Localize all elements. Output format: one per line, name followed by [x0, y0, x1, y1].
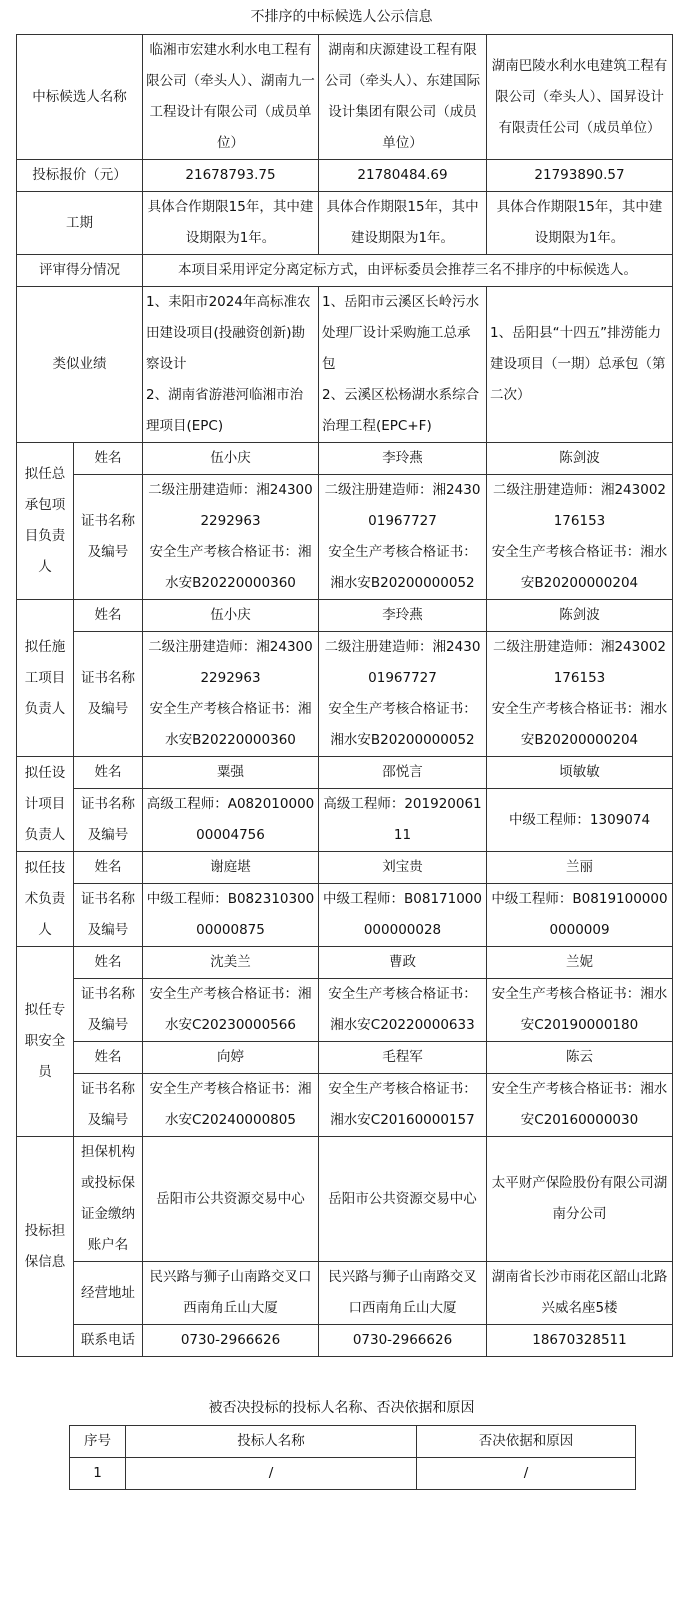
candidate-1-guarantee: 岳阳市公共资源交易中心: [143, 1137, 319, 1262]
candidate-3-guarantee: 太平财产保险股份有限公司湖南分公司: [487, 1137, 673, 1262]
row-dm-name: [17, 757, 673, 789]
candidate-1-performance: 1、耒阳市2024年高标准农田建设项目(投融资创新)勘察设计 2、湖南省游港河临湘市治理项目(EPC): [143, 287, 319, 443]
candidate-2-gm-name: 李玲燕: [319, 443, 487, 475]
candidate-3-phone: 18670328511: [487, 1325, 673, 1357]
candidate-1-safety2-name: 向婷: [143, 1042, 319, 1074]
label-name: 姓名: [74, 1042, 143, 1074]
row-tech-name: [17, 852, 673, 884]
label-cert: 证书名称及编号: [74, 979, 143, 1042]
candidate-2-cm-name: 李玲燕: [319, 600, 487, 632]
candidate-3-gm-cert: 二级注册建造师：湘243002176153 安全生产考核合格证书：湘水安B20200000204: [487, 475, 673, 600]
candidate-3-period: 具体合作期限15年，其中建设期限为1年。: [487, 192, 673, 255]
candidate-1-phone: 0730-2966626: [143, 1325, 319, 1357]
candidate-2-gm-cert: 二级注册建造师：湘243001967727 安全生产考核合格证书：湘水安B20200000052: [319, 475, 487, 600]
doc-title: 不排序的中标候选人公示信息: [250, 9, 433, 25]
candidate-1-tech-cert: 中级工程师：B08231030000000875: [143, 884, 319, 947]
label-phone: 联系电话: [74, 1325, 143, 1357]
candidate-2-tech-cert: 中级工程师：B08171000000000028: [319, 884, 487, 947]
candidate-3-safety1-cert: 安全生产考核合格证书：湘水安C20190000180: [487, 979, 673, 1042]
label-pm-general: 拟任总承包项目负责人: [17, 443, 74, 600]
row-safety1-cert: [17, 979, 673, 1042]
candidate-3-tech-name: 兰丽: [487, 852, 673, 884]
rejected-header-row: [70, 1426, 636, 1458]
row-safety1-name: [17, 947, 673, 979]
candidate-2-price: 21780484.69: [319, 160, 487, 192]
candidate-2-safety2-cert: 安全生产考核合格证书：湘水安C20160000157: [319, 1074, 487, 1137]
label-guarantee-org: 担保机构或投标保证金缴纳账户名: [74, 1137, 143, 1262]
candidate-3-performance: 1、岳阳县“十四五”排涝能力建设项目（一期）总承包（第二次）: [487, 287, 673, 443]
row-cm-cert: [17, 632, 673, 757]
row-bid-price: [17, 160, 673, 192]
candidate-1-name: 临湘市宏建水利水电工程有限公司（牵头人）、湖南九一工程设计有限公司（成员单位）: [143, 35, 319, 160]
header-bidder-name: 投标人名称: [126, 1426, 417, 1458]
candidate-3-safety1-name: 兰妮: [487, 947, 673, 979]
row-gm-name: [17, 443, 673, 475]
label-name: 姓名: [74, 757, 143, 789]
candidate-3-tech-cert: 中级工程师：B08191000000000009: [487, 884, 673, 947]
candidate-1-price: 21678793.75: [143, 160, 319, 192]
label-cert: 证书名称及编号: [74, 789, 143, 852]
candidate-3-cm-cert: 二级注册建造师：湘243002176153 安全生产考核合格证书：湘水安B20200000204: [487, 632, 673, 757]
candidate-3-cm-name: 陈剑波: [487, 600, 673, 632]
row-candidate-name: [17, 35, 673, 160]
label-safety-officer: 拟任专职安全员: [17, 947, 74, 1137]
candidate-1-cm-cert: 二级注册建造师：湘243002292963 安全生产考核合格证书：湘水安B20220000360: [143, 632, 319, 757]
candidate-3-gm-name: 陈剑波: [487, 443, 673, 475]
candidate-2-period: 具体合作期限15年，其中建设期限为1年。: [319, 192, 487, 255]
label-cert: 证书名称及编号: [74, 884, 143, 947]
candidate-1-tech-name: 谢庭堪: [143, 852, 319, 884]
label-pm-design: 拟任设计项目负责人: [17, 757, 74, 852]
candidate-1-safety1-name: 沈美兰: [143, 947, 319, 979]
label-guarantee: 投标担保信息: [17, 1137, 74, 1357]
candidate-1-gm-cert: 二级注册建造师：湘243002292963 安全生产考核合格证书：湘水安B20220000360: [143, 475, 319, 600]
label-name: 姓名: [74, 600, 143, 632]
label-candidate-name: 中标候选人名称: [17, 35, 143, 160]
row-cm-name: [17, 600, 673, 632]
rejected-table: [69, 1425, 636, 1490]
row-guarantee-org: [17, 1137, 673, 1262]
label-cert: 证书名称及编号: [74, 475, 143, 600]
rejected-bidder-name: /: [126, 1458, 417, 1490]
candidate-table: [16, 34, 673, 1357]
row-tech-cert: [17, 884, 673, 947]
candidate-3-safety2-name: 陈云: [487, 1042, 673, 1074]
candidate-2-tech-name: 刘宝贵: [319, 852, 487, 884]
label-cert: 证书名称及编号: [74, 1074, 143, 1137]
header-reason: 否决依据和原因: [417, 1426, 636, 1458]
label-performance: 类似业绩: [17, 287, 143, 443]
candidate-3-safety2-cert: 安全生产考核合格证书：湘水安C20160000030: [487, 1074, 673, 1137]
candidate-2-address: 民兴路与狮子山南路交叉口西南角丘山大厦: [319, 1262, 487, 1325]
row-address: [17, 1262, 673, 1325]
candidate-2-safety2-name: 毛程军: [319, 1042, 487, 1074]
rejected-title: 被否决投标的投标人名称、否决依据和原因: [208, 1400, 475, 1416]
label-name: 姓名: [74, 443, 143, 475]
candidate-1-dm-name: 粟强: [143, 757, 319, 789]
row-safety2-name: [17, 1042, 673, 1074]
candidate-1-dm-cert: 高级工程师：A08201000000004756: [143, 789, 319, 852]
row-score: [17, 255, 673, 287]
row-dm-cert: [17, 789, 673, 852]
candidate-3-price: 21793890.57: [487, 160, 673, 192]
candidate-2-name: 湖南和庆源建设工程有限公司（牵头人）、东建国际设计集团有限公司（成员单位）: [319, 35, 487, 160]
candidate-2-safety1-name: 曹政: [319, 947, 487, 979]
label-pm-construction: 拟任施工项目负责人: [17, 600, 74, 757]
candidate-3-address: 湖南省长沙市雨花区韶山北路兴威名座5楼: [487, 1262, 673, 1325]
header-index: 序号: [70, 1426, 126, 1458]
row-performance: [17, 287, 673, 443]
score-text: 本项目采用评定分离定标方式，由评标委员会推荐三名不排序的中标候选人。: [143, 255, 673, 287]
label-address: 经营地址: [74, 1262, 143, 1325]
row-gm-cert: [17, 475, 673, 600]
candidate-3-dm-cert: 中级工程师：1309074: [487, 789, 673, 852]
candidate-2-phone: 0730-2966626: [319, 1325, 487, 1357]
label-score: 评审得分情况: [17, 255, 143, 287]
candidate-2-dm-name: 邵悦言: [319, 757, 487, 789]
candidate-2-safety1-cert: 安全生产考核合格证书：湘水安C20220000633: [319, 979, 487, 1042]
label-name: 姓名: [74, 947, 143, 979]
label-name: 姓名: [74, 852, 143, 884]
rejected-index: 1: [70, 1458, 126, 1490]
candidate-1-address: 民兴路与狮子山南路交叉口西南角丘山大厦: [143, 1262, 319, 1325]
rejected-reason: /: [417, 1458, 636, 1490]
candidate-3-dm-name: 顷敏敏: [487, 757, 673, 789]
row-phone: [17, 1325, 673, 1357]
table-row: [70, 1458, 636, 1490]
label-period: 工期: [17, 192, 143, 255]
candidate-1-gm-name: 伍小庆: [143, 443, 319, 475]
row-safety2-cert: [17, 1074, 673, 1137]
candidate-1-safety2-cert: 安全生产考核合格证书：湘水安C20240000805: [143, 1074, 319, 1137]
candidate-2-performance: 1、岳阳市云溪区长岭污水处理厂设计采购施工总承包 2、云溪区松杨湖水系综合治理工程(EPC+F): [319, 287, 487, 443]
row-period: [17, 192, 673, 255]
candidate-1-safety1-cert: 安全生产考核合格证书：湘水安C20230000566: [143, 979, 319, 1042]
candidate-2-dm-cert: 高级工程师：20192006111: [319, 789, 487, 852]
label-bid-price: 投标报价（元）: [17, 160, 143, 192]
candidate-3-name: 湖南巴陵水利水电建筑工程有限公司（牵头人）、国昇设计有限责任公司（成员单位）: [487, 35, 673, 160]
candidate-2-cm-cert: 二级注册建造师：湘243001967727 安全生产考核合格证书：湘水安B20200000052: [319, 632, 487, 757]
candidate-1-period: 具体合作期限15年，其中建设期限为1年。: [143, 192, 319, 255]
candidate-1-cm-name: 伍小庆: [143, 600, 319, 632]
label-cert: 证书名称及编号: [74, 632, 143, 757]
candidate-2-guarantee: 岳阳市公共资源交易中心: [319, 1137, 487, 1262]
label-tech-lead: 拟任技术负责人: [17, 852, 74, 947]
